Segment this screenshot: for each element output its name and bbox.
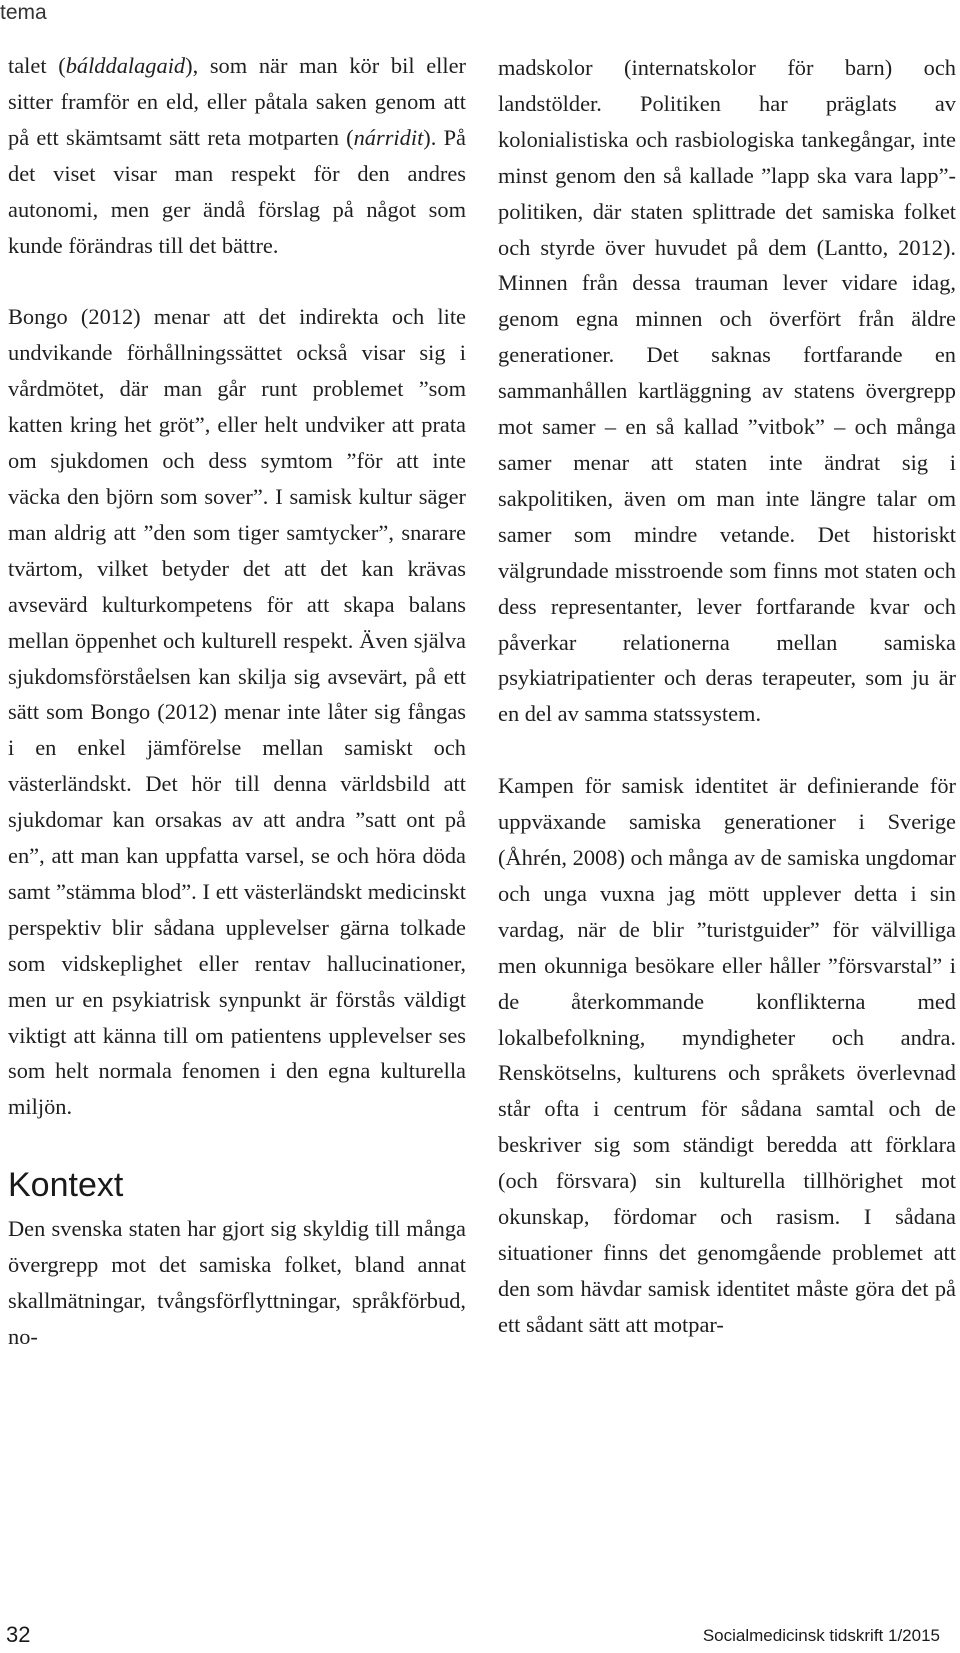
left-paragraph-2: Bongo (2012) menar att det indirekta och lite undvikande förhållningssättet också visar sig i vårdmötet, där man går runt problemet ”som katten kring het gröt”, eller helt undviker att prata om sjukdomen och dess symtom ”för att inte väcka den björn som sover”. I samisk kultur säger man aldrig att ”den som tiger samtycker”, snarare tvärtom, vilket betyder det att det kan krävas avsevärd kulturkompetens för att skapa balans mellan öppenhet och kulturell respekt. Även själva sjukdomsförståelsen kan skilja sig avsevärt, på ett sätt som Bongo (2012) menar inte låter sig fångas i en enkel jämförelse mellan samiskt och västerländskt. Det hör till denna världsbild att sjukdomar kan orsakas av att andra ”satt ont på en”, att man kan uppfatta varsel, se och höra döda samt ”stämma blod”. I ett västerländskt medicinskt perspektiv blir sådana upplevelser gärna tolkade som vidskeplighet eller rentav hallucinationer, men ur en psykiatrisk synpunkt är förstås väldigt viktigt att känna till om patientens upplevelser ses som helt normala fenomen i den egna kulturella miljön.: [8, 304, 466, 1120]
section-heading-kontext: Kontext: [8, 1166, 124, 1205]
left-column: [8, 48, 466, 1355]
italic-term: nárridit: [353, 124, 424, 150]
left-paragraph-3: Den svenska staten har gjort sig skyldig till många övergrepp mot det samiska folket, bland annat skallmätningar, tvångsförflyttningar, språkförbud, no-: [8, 1216, 466, 1349]
right-paragraph-2: Kampen för samisk identitet är definierande för uppväxande samiska generationer i Sverige (Åhrén, 2008) och många av de samiska ungdomar och unga vuxna jag mött upplever detta i sin vardag, när de blir ”turistguider” för välvilliga men okunniga besökare eller håller ”försvarstal” i de återkommande konflikterna med lokalbefolkning, myndigheter och andra. Renskötselns, kulturens och språkets överlevnad står ofta i centrum för sådana samtal och de beskriver sig som ständigt beredda att förklara (och försvara) sin kulturella tillhörighet mot okunskap, fördomar och rasism. I sådana situationer finns det genomgående problemet att den som hävdar samisk identitet måste göra det på ett sådant sätt att motpar-: [498, 773, 956, 1337]
text-run: talet (: [8, 53, 66, 78]
section-tag: tema: [0, 1, 47, 24]
right-paragraph-1: madskolor (internatskolor för barn) och landstölder. Politiken har präglats av kolonialistiska och rasbiologiska tankegångar, inte minst genom den så kallade ”lapp ska vara lapp”-politiken, där staten splittrade det samiska folket och styrde över huvudet på dem (Lantto, 2012). Minnen från dessa trauman lever vidare idag, genom egna minnen och överfört från äldre generationer. Det saknas fortfarande en sammanhållen kartläggning av statens övergrepp mot samer – en så kallad ”vitbok” – och många samer menar att staten inte ändrat sig i sakpolitiken, även om man inte längre talar om samer som mindre vetande. Det historiskt välgrundade misstroende som finns mot staten och dess representanter, lever fortfarande kvar och påverkar relationerna mellan samiska psykiatripatienter och deras terapeuter, som ju är en del av samma statssystem.: [498, 55, 956, 727]
text-run: ), som när man kör bil eller sitter framför en eld, eller påtala saken genom att på ett skämtsamt sätt reta motparten (: [8, 53, 466, 150]
text-run: ). På det viset visar man respekt för den andres autonomi, men ger ändå förslag på något som kunde förändras till det bättre.: [8, 124, 466, 258]
italic-term: bálddalagaid: [65, 53, 186, 78]
left-paragraph-1: [8, 48, 466, 263]
right-column: [498, 50, 956, 1343]
page-number: 32: [6, 1622, 31, 1647]
journal-title: Socialmedicinsk tidskrift 1/2015: [702, 1626, 940, 1645]
